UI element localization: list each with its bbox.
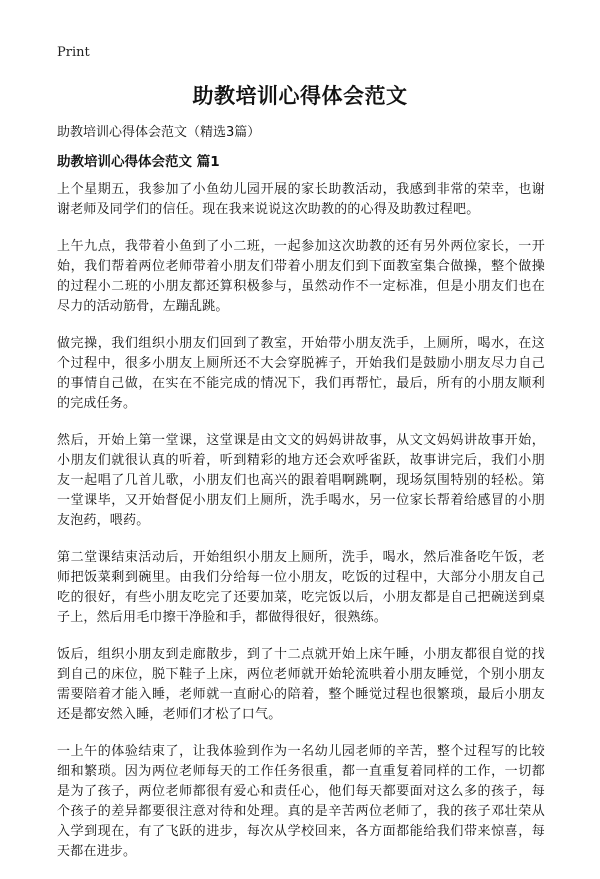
page-title: 助教培训心得体会范文: [192, 84, 408, 108]
paragraph: 第二堂课结束活动后，开始组织小朋友上厕所，洗手，喝水，然后准备吃午饭，老师把饭菜剩到碗里。由我们分给每一位小朋友，吃饭的过程中，大部分小朋友自己吃的很好，有些小朋友吃完了还要加菜，吃完饭以后，小朋友都是自己把碗送到桌子上，然后用毛巾擦干净脸和手，都做得很好，很熟练。: [57, 550, 545, 625]
article-body: [57, 180, 545, 879]
paragraph: 上个星期五，我参加了小鱼幼儿园开展的家长助教活动，我感到非常的荣幸，也谢谢老师及同学们的信任。现在我来说说这次助教的的心得及助教过程吧。: [57, 182, 545, 217]
section-heading: 助教培训心得体会范文 篇1: [57, 154, 220, 170]
paragraph: 饭后，组织小朋友到走廊散步，到了十二点就开始上床午睡，小朋友都很自觉的找到自己的床位，脱下鞋子上床，两位老师就开始轮流哄着小朋友睡觉，个别小朋友需要陪着才能入睡，老师就一直耐心的陪着，整个睡觉过程也很繁琐，最后小朋友还是都安然入睡，老师们才松了口气。: [57, 647, 545, 722]
paragraph: 做完操，我们组织小朋友们回到了教室，开始带小朋友洗手，上厕所，喝水，在这个过程中，很多小朋友上厕所还不大会穿脱裤子，开始我们是鼓励小朋友尽力自己的事情自己做，在实在不能完成的情况下，我们再帮忙，最后，所有的小朋友顺利的完成任务。: [57, 336, 545, 411]
document-subtitle: 助教培训心得体会范文（精选3篇）: [57, 125, 261, 140]
paragraph: 然后，开始上第一堂课，这堂课是由文文的妈妈讲故事，从文文妈妈讲故事开始，小朋友们就很认真的听着，听到精彩的地方还会欢呼雀跃，故事讲完后，我们小朋友一起唱了几首儿歌，小朋友们也高兴的跟着唱啊跳啊，现场氛围特别的轻松。第一堂课毕，又开始督促小朋友们上厕所，洗手喝水，另一位家长帮着给感冒的小朋友泡药，喂药。: [57, 433, 545, 528]
print-link[interactable]: Print: [57, 45, 90, 60]
paragraph: 上午九点，我带着小鱼到了小二班，一起参加这次助教的还有另外两位家长，一开始，我们帮着两位老师带着小朋友们带着小朋友们到下面教室集合做操，整个做操的过程小二班的小朋友都还算积极参与，虽然动作不一定标准，但是小朋友们也在尽力的活动筋骨，左蹦乱跳。: [57, 239, 545, 314]
paragraph: 一上午的体验结束了，让我体验到作为一名幼儿园老师的辛苦，整个过程写的比较细和繁琐。因为两位老师每天的工作任务很重，都一直重复着同样的工作，一切都是为了孩子，两位老师都很有爱心和责任心，他们每天都要面对这么多的孩子，每个孩子的差异都要很注意对待和处理。真的是辛苦两位老师了，我的孩子邓壮荣从入学到现在，有了飞跃的进步，每次从学校回来，各方面都能给我们带来惊喜，每天都在进步。: [57, 744, 545, 859]
